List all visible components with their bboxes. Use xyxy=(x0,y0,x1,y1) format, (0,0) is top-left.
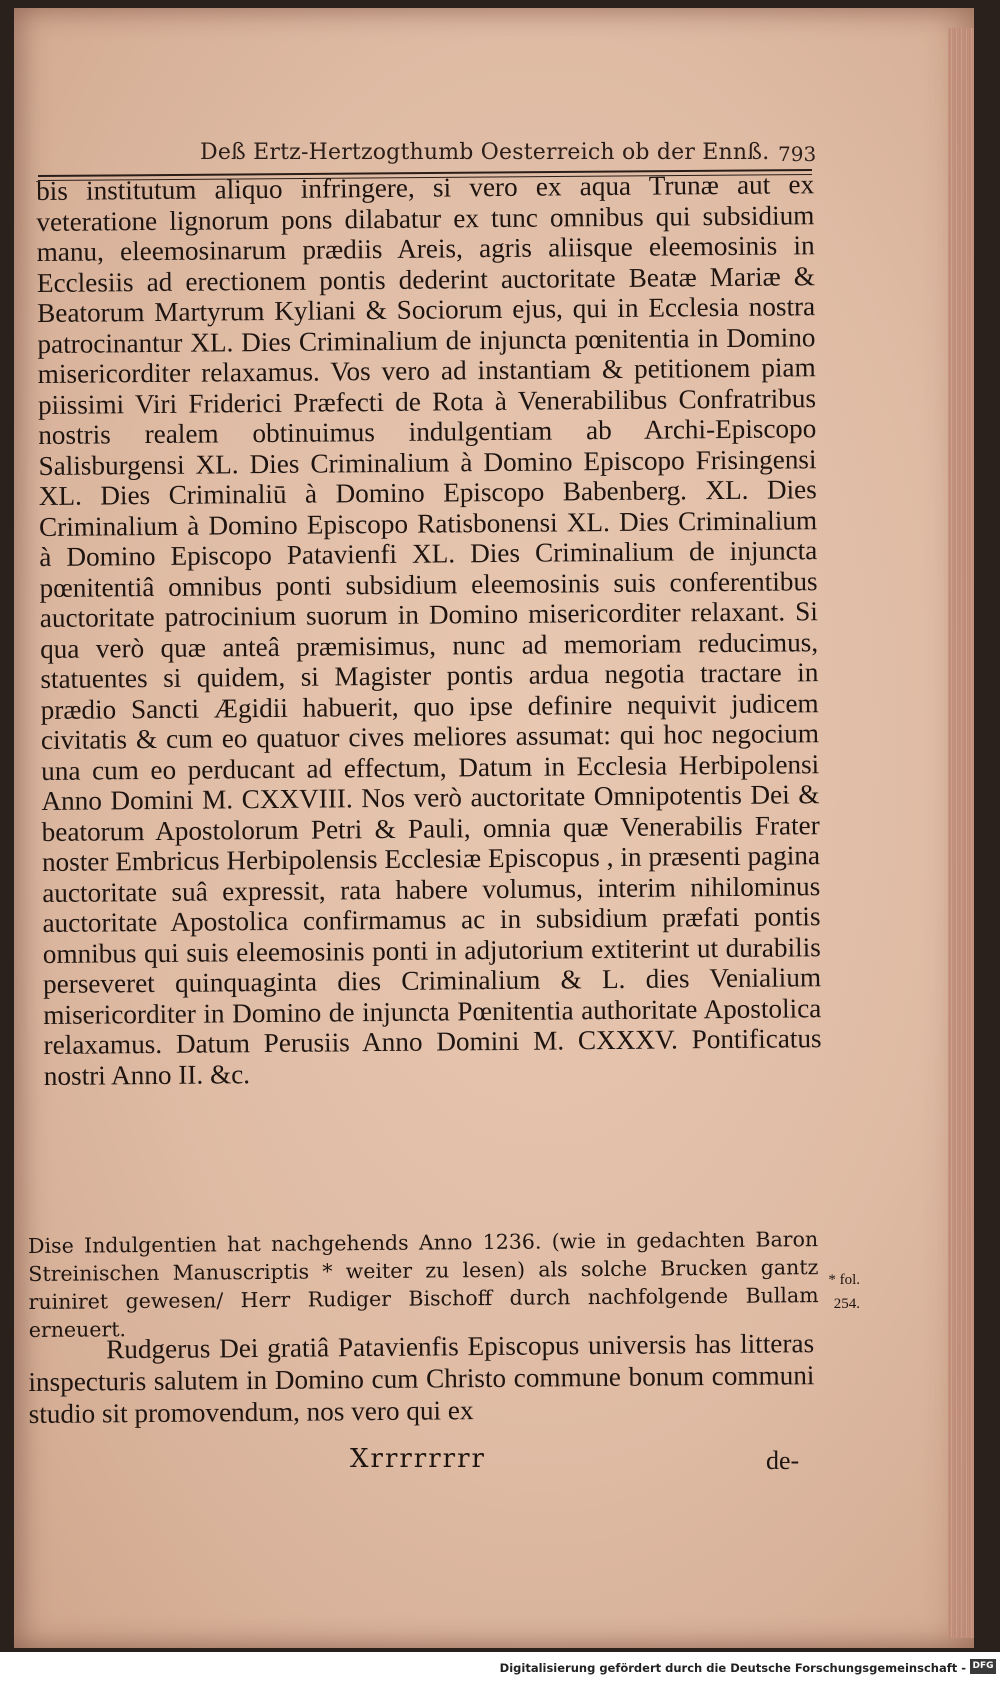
margin-note-mark: * fol. xyxy=(828,1272,860,1288)
page-number: 793 xyxy=(778,142,817,166)
german-note: Dise Indulgentien hat nachgehends Anno 1236. (wie in gedachten Baron Streinischen Manuscriptis * weiter zu lesen) als solche Brucken gantz ruiniret gewesen/ Herr Rudiger Bischoff durch nachfolgende Bullam erneuert. xyxy=(28,1227,819,1342)
digitization-footer xyxy=(0,1652,1000,1682)
signature-mark: Xrrrrrrrr xyxy=(350,1444,486,1474)
running-head: Deß Ertz-Hertzogthumb Oesterreich ob der Ennß. xyxy=(200,140,770,165)
latin-main-text xyxy=(36,169,822,1091)
margin-note-page: 254. xyxy=(833,1296,860,1312)
page-header xyxy=(200,140,820,170)
latin-paragraph: bis institutum aliquo infringere, si vero ex aqua Trunæ aut ex veteratione lignorum pons dilabatur ex tunc omnibus qui subsidium manu, eleemosinarum prædiis Areis, agris aliisque eleemosinis in Ecclesiis ad erectionem pontis dederint auctoritate Beatæ Mariæ & Beatorum Martyrum Kyliani & Sociorum ejus, qui in Ecclesia nostra patrocinantur XL. Dies Criminalium de injuncta pœnitentia in Domino misericorditer relaxamus. Vos vero ad instantiam & petitionem piam piissimi Viri Friderici Præfecti de Rota à Venerabilibus Confratribus nostris realem obtinuimus indulgentiam ab Archi-Episcopo Salisburgensi XL. Dies Criminalium à Domino Episcopo Frisingensi XL. Dies Criminaliū à Domino Episcopo Babenberg. XL. Dies Criminalium à Domino Episcopo Ratisbonensi XL. Dies Criminalium à Domino Episcopo Patavienfi XL. Dies Criminalium de injuncta pœnitentiâ omnibus ponti subsidium eleemosinis suis conferentibus auctoritate patrocinium suorum in Domino misericorditer relaxant. Si qua verò quæ anteâ præmisimus, nunc ad memoriam reducimus, statuentes si quidem, si Magister pontis ardua negotia tractare in prædio Sancti Ægidii habuerit, quo ipse definire nequivit judicem civitatis & cum eo quatuor cives meliores assumat: qui hoc negocium una cum eo perducant ad effectum, Datum in Ecclesia Herbipolensi Anno Domini M. CXXVIII. Nos verò auctoritate Omnipotentis Dei & beatorum Apostolorum Petri & Pauli, omnia quæ Venerabilis Frater noster Embricus Herbipolensis Ecclesiæ Episcopus , in præsenti pagina auctoritate suâ expressit, rata habere volumus, interim nihilominus auctoritate Apostolica confirmamus ac in subsidium præfati pontis omnibus qui suis eleemosinis ponti in adjutorium extiterint ut durabilis perseveret quinquaginta dies Criminalium & L. dies Venialium misericorditer in Domino de injuncta Pœnitentia authoritate Apostolica relaxamus. Datum Perusiis Anno Domini M. CXXXV. Pontificatus nostri Anno II. &c. xyxy=(36,169,822,1091)
page-edge-stack xyxy=(948,28,974,1638)
margin-note xyxy=(800,1268,860,1316)
dfg-logo-icon: DFG xyxy=(970,1659,996,1674)
dfg-credit-text: Digitalisierung gefördert durch die Deutsche Forschungsgemeinschaft - xyxy=(499,1661,966,1675)
catchword: de- xyxy=(766,1446,800,1475)
rudgerus-paragraph: Rudgerus Dei gratiâ Patavienfis Episcopus universis has litteras inspecturis salutem in Domino cum Christo commune bonum communi studio sit promovendum, nos vero qui ex xyxy=(28,1328,815,1429)
